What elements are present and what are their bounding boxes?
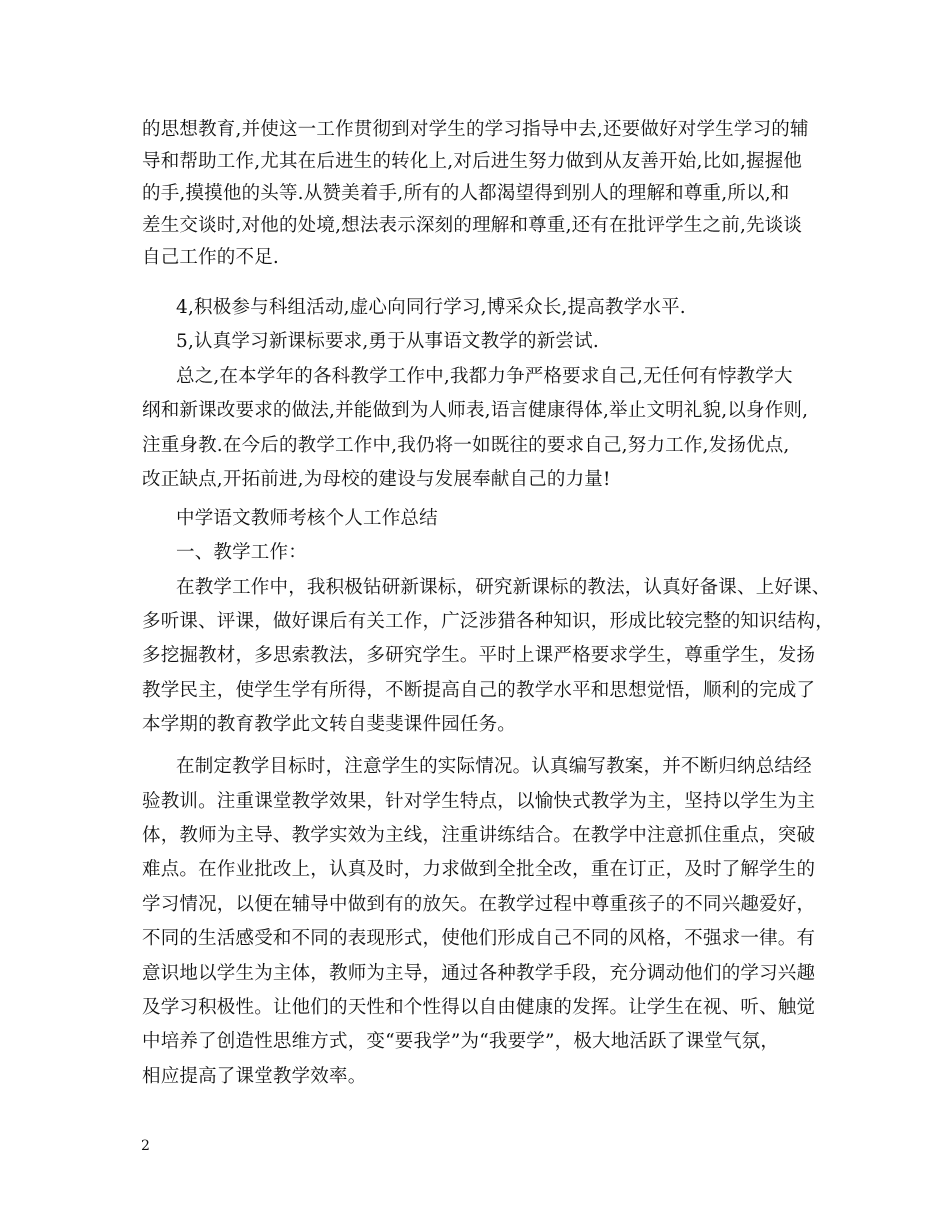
text-line: 中培养了创造性思维方式，变“要我学”为“我要学”，极大地活跃了课堂气氛， bbox=[142, 1031, 780, 1052]
list-item-5: 5,认真学习新课标要求,勇于从事语文教学的新尝试. bbox=[176, 331, 599, 352]
text-line: 及学习积极性。让他们的天性和个性得以自由健康的发挥。让学生在视、听、触觉 bbox=[142, 997, 816, 1018]
text-line: 意识地以学生为主体，教师为主导，通过各种教学手段，充分调动他们的学习兴趣 bbox=[142, 963, 816, 984]
text-line: 的思想教育,并使这一工作贯彻到对学生的学习指导中去,还要做好对学生学习的辅 bbox=[142, 119, 809, 140]
text-line: 的手,摸摸他的头等.从赞美着手,所有的人都渴望得到别人的理解和尊重,所以,和 bbox=[142, 183, 790, 204]
paragraph-first-line: 在制定教学目标时，注意学生的实际情况。认真编写教案，并不断归纳总结经 bbox=[176, 756, 812, 777]
text-line: 多听课、评课，做好课后有关工作，广泛涉猎各种知识，形成比较完整的知识结构， bbox=[142, 611, 834, 632]
text-line: 教学民主，使学生学有所得，不断提高自己的教学水平和思想觉悟，顺利的完成了 bbox=[142, 680, 816, 701]
text-line: 改正缺点,开拓前进,为母校的建设与发展奉献自己的力量! bbox=[142, 469, 611, 490]
list-item-4: 4,积极参与科组活动,虚心向同行学习,博采众长,提高教学水平. bbox=[176, 297, 686, 318]
text-line: 导和帮助工作,尤其在后进生的转化上,对后进生努力做到从友善开始,比如,握握他 bbox=[142, 151, 803, 172]
paragraph-first-line: 总之,在本学年的各科教学工作中,我都力争严格要求自己,无任何有悖教学大 bbox=[176, 366, 793, 387]
text-line: 学习情况，以便在辅导中做到有的放矢。在教学过程中尊重孩子的不同兴趣爱好， bbox=[142, 894, 816, 915]
text-line: 验教训。注重课堂教学效果，针对学生特点，以愉快式教学为主，坚持以学生为主 bbox=[142, 791, 816, 812]
text-line: 不同的生活感受和不同的表现形式，使他们形成自己不同的风格，不强求一律。有 bbox=[142, 928, 816, 949]
text-line: 多挖掘教材，多思索教法，多研究学生。平时上课严格要求学生，尊重学生，发扬 bbox=[142, 645, 816, 666]
text-line: 相应提高了课堂教学效率。 bbox=[142, 1066, 367, 1087]
text-line: 体，教师为主导、教学实效为主线，注重讲练结合。在教学中注意抓住重点，突破 bbox=[142, 825, 816, 846]
section-heading: 一、教学工作： bbox=[176, 542, 307, 563]
text-line: 自己工作的不足. bbox=[142, 247, 279, 268]
paragraph-first-line: 在教学工作中，我积极钻研新课标，研究新课标的教法，认真好备课、上好课、 bbox=[176, 577, 831, 598]
page-number: 2 bbox=[141, 1138, 150, 1154]
text-line: 差生交谈时,对他的处境,想法表示深刻的理解和尊重,还有在批评学生之前,先谈谈 bbox=[142, 215, 803, 236]
text-line: 本学期的教育教学此文转自斐斐课件园任务。 bbox=[142, 714, 517, 735]
text-line: 纲和新课改要求的做法,并能做到为人师表,语言健康得体,举止文明礼貌,以身作则, bbox=[142, 400, 809, 421]
text-line: 注重身教.在今后的教学工作中,我仍将一如既往的要求自己,努力工作,发扬优点, bbox=[142, 435, 790, 456]
text-line: 难点。在作业批改上，认真及时，力求做到全批全改，重在订正，及时了解学生的 bbox=[142, 859, 816, 880]
section-title: 中学语文教师考核个人工作总结 bbox=[176, 508, 438, 529]
